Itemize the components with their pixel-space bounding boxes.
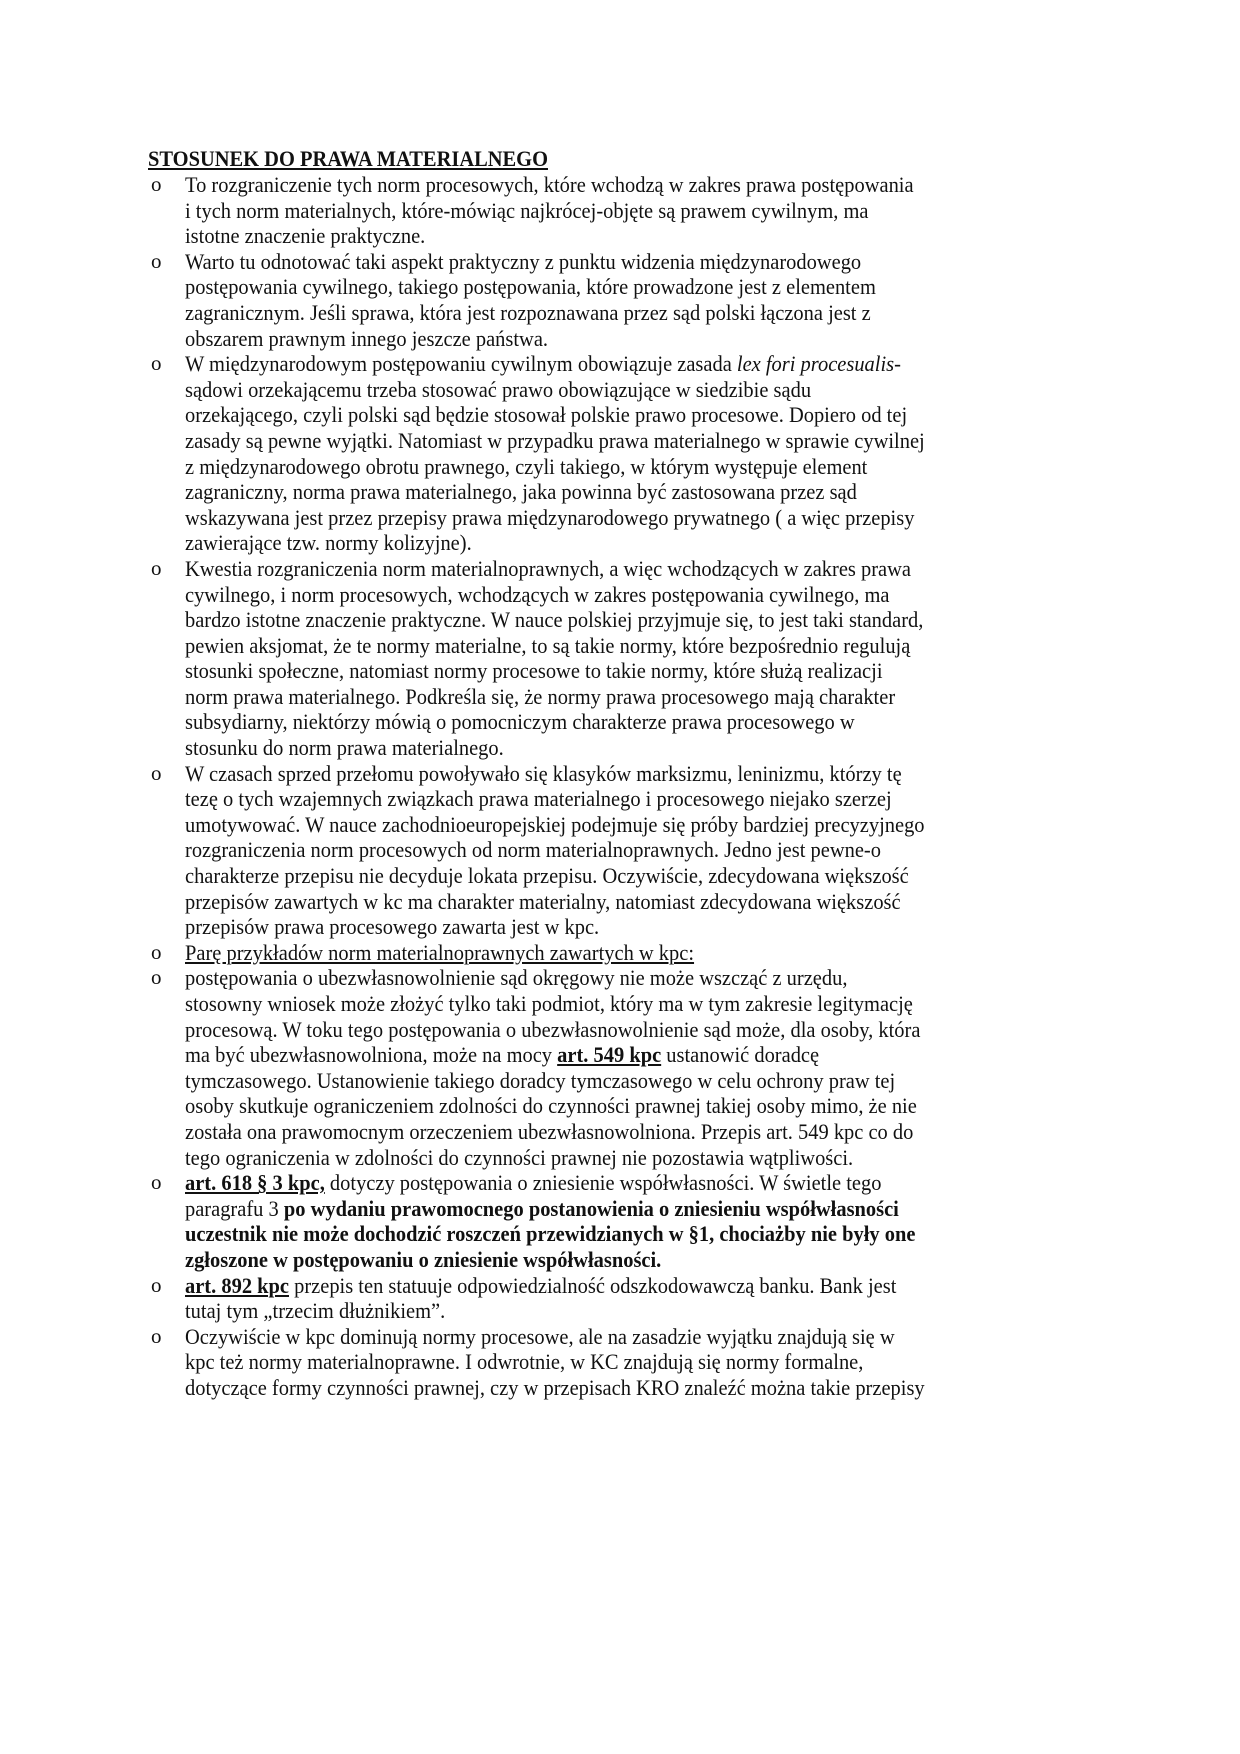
- text-line: [185, 1017, 1043, 1043]
- text-line: [185, 198, 1043, 224]
- text-line: [185, 556, 1043, 582]
- underlined-text: Parę przykładów norm materialnoprawnych zawartych w kpc:: [185, 939, 695, 965]
- text-segment: orzekającego, czyli polski sąd będzie stosował polskie prawo procesowe. Dopiero od tej: [185, 402, 908, 428]
- text-line: [185, 172, 1043, 198]
- emphasized-reference: art. 892 kpc: [185, 1272, 290, 1298]
- text-line: [185, 684, 1043, 710]
- text-line: [185, 940, 1043, 966]
- list-item: [148, 1324, 1108, 1401]
- text-segment: postępowania o ubezwłasnowolnienie sąd okręgowy nie może wszcząć z urzędu,: [185, 965, 848, 991]
- text-segment: stosowny wniosek może złożyć tylko taki podmiot, który ma w tym zakresie legitymację: [185, 991, 913, 1016]
- text-line: [185, 1375, 1043, 1401]
- text-segment: przepisów prawa procesowego zawarta jest w kpc.: [185, 914, 600, 940]
- text-line: [185, 300, 1043, 326]
- text-segment: kpc też normy materialnoprawne. I odwrotnie, w KC znajdują się normy formalne,: [185, 1349, 864, 1375]
- text-segment: osoby skutkuje ograniczeniem zdolności do czynności prawnej takiej osoby mimo, że nie: [185, 1093, 917, 1119]
- bullet-icon: o: [151, 351, 162, 376]
- text-line: [185, 351, 1043, 377]
- text-line: [185, 1221, 1043, 1247]
- text-segment: norm prawa materialnego. Podkreśla się, że normy prawa procesowego mają charakter: [185, 683, 896, 709]
- text-segment: umotywować. W nauce zachodnioeuropejskiej podejmuje się próby bardziej precyzyjnego: [185, 811, 925, 837]
- list-item: [148, 351, 1108, 556]
- text-segment: paragrafu 3: [185, 1195, 284, 1221]
- text-line: [185, 607, 1043, 633]
- emphasized-reference: art. 549 kpc: [557, 1042, 662, 1068]
- text-line: [185, 530, 1043, 556]
- text-segment: W czasach sprzed przełomu powoływało się klasyków marksizmu, leninizmu, którzy tę: [185, 760, 902, 786]
- bullet-icon: o: [151, 1272, 162, 1297]
- text-segment: obszarem prawnym innego jeszcze państwa.: [185, 325, 549, 351]
- bullet-icon: o: [151, 1323, 162, 1348]
- text-line: [185, 1170, 1043, 1196]
- text-line: [185, 1324, 1043, 1350]
- text-line: [185, 1196, 1043, 1222]
- text-segment: istotne znaczenie praktyczne.: [185, 223, 426, 249]
- text-segment: zawierające tzw. normy kolizyjne).: [185, 530, 472, 556]
- text-segment: wskazywana jest przez przepisy prawa międzynarodowego prywatnego ( a więc przepisy: [185, 504, 915, 530]
- text-segment: procesową. W toku tego postępowania o ubezwłasnowolnienie sąd może, dla osoby, która: [185, 1016, 921, 1042]
- text-line: [185, 965, 1043, 991]
- text-segment: ma być ubezwłasnowolniona, może na mocy: [185, 1042, 558, 1068]
- text-line: [185, 761, 1043, 787]
- text-line: [185, 709, 1043, 735]
- text-line: [185, 812, 1043, 838]
- text-segment: -: [894, 351, 901, 377]
- text-line: [185, 889, 1043, 915]
- text-segment: zagraniczny, norma prawa materialnego, jaka powinna być zastosowana przez sąd: [185, 479, 857, 505]
- text-segment: postępowania cywilnego, takiego postępowania, które prowadzone jest z elementem: [185, 274, 876, 300]
- text-segment: rozgraniczenia norm procesowych od norm materialnoprawnych. Jedno jest pewne-o: [185, 837, 881, 863]
- text-line: [185, 914, 1043, 940]
- text-segment: ustanowić doradcę: [661, 1042, 820, 1068]
- list-item: [148, 761, 1108, 940]
- text-segment: tezę o tych wzajemnych związkach prawa materialnego i procesowego niejako szerzej: [185, 786, 892, 812]
- emphasized-reference: art. 618 § 3 kpc,: [185, 1170, 325, 1196]
- text-segment: dotyczące formy czynności prawnej, czy w przepisach KRO znaleźć można takie przepisy: [185, 1374, 925, 1400]
- text-line: [185, 1119, 1043, 1145]
- section-heading: STOSUNEK DO PRAWA MATERIALNEGO: [148, 146, 549, 171]
- bullet-icon: o: [151, 760, 162, 785]
- list-item: [148, 1273, 1108, 1324]
- list-item: [148, 249, 1108, 351]
- text-segment: stosunki społeczne, natomiast normy procesowe to takie normy, które służą realizacji: [185, 658, 883, 684]
- text-segment: dotyczy postępowania o zniesienie współwłasności. W świetle tego: [324, 1170, 882, 1196]
- text-line: [185, 633, 1043, 659]
- text-segment: sądowi orzekającemu trzeba stosować prawo obowiązujące w siedzibie sądu: [185, 376, 812, 402]
- text-line: [185, 1145, 1043, 1171]
- text-line: [185, 274, 1043, 300]
- text-segment: stosunku do norm prawa materialnego.: [185, 735, 504, 761]
- latin-term: lex fori procesualis: [736, 351, 895, 377]
- text-line: [185, 1068, 1043, 1094]
- text-segment: cywilnego, i norm procesowych, wchodzących w zakres postępowania cywilnego, ma: [185, 581, 890, 607]
- text-segment: W międzynarodowym postępowaniu cywilnym obowiązuje zasada: [185, 351, 737, 377]
- text-segment: tymczasowego. Ustanowienie takiego doradcy tymczasowego w celu ochrony praw tej: [185, 1067, 896, 1093]
- text-line: [185, 428, 1043, 454]
- text-segment: Kwestia rozgraniczenia norm materialnoprawnych, a więc wchodzących w zakres prawa: [185, 555, 911, 581]
- text-line: [185, 735, 1043, 761]
- text-segment: bardzo istotne znaczenie praktyczne. W nauce polskiej przyjmuje się, to jest taki standard,: [185, 607, 924, 633]
- list-item: [148, 556, 1108, 761]
- text-line: [185, 479, 1043, 505]
- text-line: [185, 1247, 1043, 1273]
- emphasized-reference: po wydaniu prawomocnego postanowienia o zniesieniu współwłasności: [283, 1195, 899, 1221]
- text-line: [185, 223, 1043, 249]
- bullet-icon: o: [151, 555, 162, 580]
- text-segment: To rozgraniczenie tych norm procesowych, które wchodzą w zakres prawa postępowania: [185, 172, 914, 197]
- list-item: [148, 172, 1108, 249]
- bullet-list: [148, 172, 1108, 1401]
- text-segment: Warto tu odnotować taki aspekt praktyczny z punktu widzenia międzynarodowego: [185, 248, 862, 274]
- text-line: [185, 249, 1043, 275]
- text-segment: Oczywiście w kpc dominują normy procesowe, ale na zasadzie wyjątku znajdują się w: [185, 1323, 895, 1349]
- emphasized-reference: uczestnik nie może dochodzić roszczeń przewidzianych w §1, chociażby nie były one: [185, 1221, 916, 1247]
- text-line: [185, 377, 1043, 403]
- text-line: [185, 837, 1043, 863]
- text-line: [185, 326, 1043, 352]
- text-segment: tego ograniczenia w zdolności do czynności prawnej nie pozostawia wątpliwości.: [185, 1144, 854, 1170]
- list-item: [148, 940, 1108, 966]
- text-line: [185, 1093, 1043, 1119]
- text-segment: przepisów zawartych w kc ma charakter materialny, natomiast zdecydowana większość: [185, 888, 901, 914]
- text-line: [185, 402, 1043, 428]
- text-segment: subsydiarny, niektórzy mówią o pomocniczym charakterze prawa procesowego w: [185, 709, 855, 735]
- text-segment: przepis ten statuuje odpowiedzialność odszkodowawczą banku. Bank jest: [289, 1272, 897, 1298]
- text-segment: pewien aksjomat, że te normy materialne, to są takie normy, które bezpośrednio regulują: [185, 632, 911, 658]
- text-line: [185, 1349, 1043, 1375]
- text-line: [185, 863, 1043, 889]
- emphasized-reference: zgłoszone w postępowaniu o zniesienie współwłasności.: [185, 1246, 662, 1272]
- text-line: [185, 1042, 1043, 1068]
- text-line: [185, 505, 1043, 531]
- text-segment: została ona prawomocnym orzeczeniem ubezwłasnowolniona. Przepis art. 549 kpc co do: [185, 1118, 914, 1144]
- list-item: [148, 965, 1108, 1170]
- text-line: [185, 582, 1043, 608]
- text-segment: tutaj tym „trzecim dłużnikiem”.: [185, 1298, 446, 1324]
- list-item: [148, 1170, 1108, 1272]
- text-line: [185, 1298, 1043, 1324]
- text-line: [185, 991, 1043, 1017]
- bullet-icon: o: [151, 1170, 162, 1195]
- text-line: [185, 658, 1043, 684]
- text-segment: z międzynarodowego obrotu prawnego, czyli takiego, w którym występuje element: [185, 453, 868, 479]
- bullet-icon: o: [151, 248, 162, 273]
- text-line: [185, 1273, 1043, 1299]
- text-segment: zagranicznym. Jeśli sprawa, która jest rozpoznawana przez sąd polski łączona jest z: [185, 299, 871, 325]
- bullet-icon: o: [151, 965, 162, 990]
- text-line: [185, 786, 1043, 812]
- bullet-icon: o: [151, 172, 162, 196]
- text-segment: zasady są pewne wyjątki. Natomiast w przypadku prawa materialnego w sprawie cywilnej: [185, 427, 925, 453]
- text-segment: charakterze przepisu nie decyduje lokata przepisu. Oczywiście, zdecydowana większość: [185, 863, 909, 889]
- text-segment: i tych norm materialnych, które-mówiąc najkrócej-objęte są prawem cywilnym, ma: [185, 197, 869, 223]
- bullet-icon: o: [151, 939, 162, 964]
- text-line: [185, 454, 1043, 480]
